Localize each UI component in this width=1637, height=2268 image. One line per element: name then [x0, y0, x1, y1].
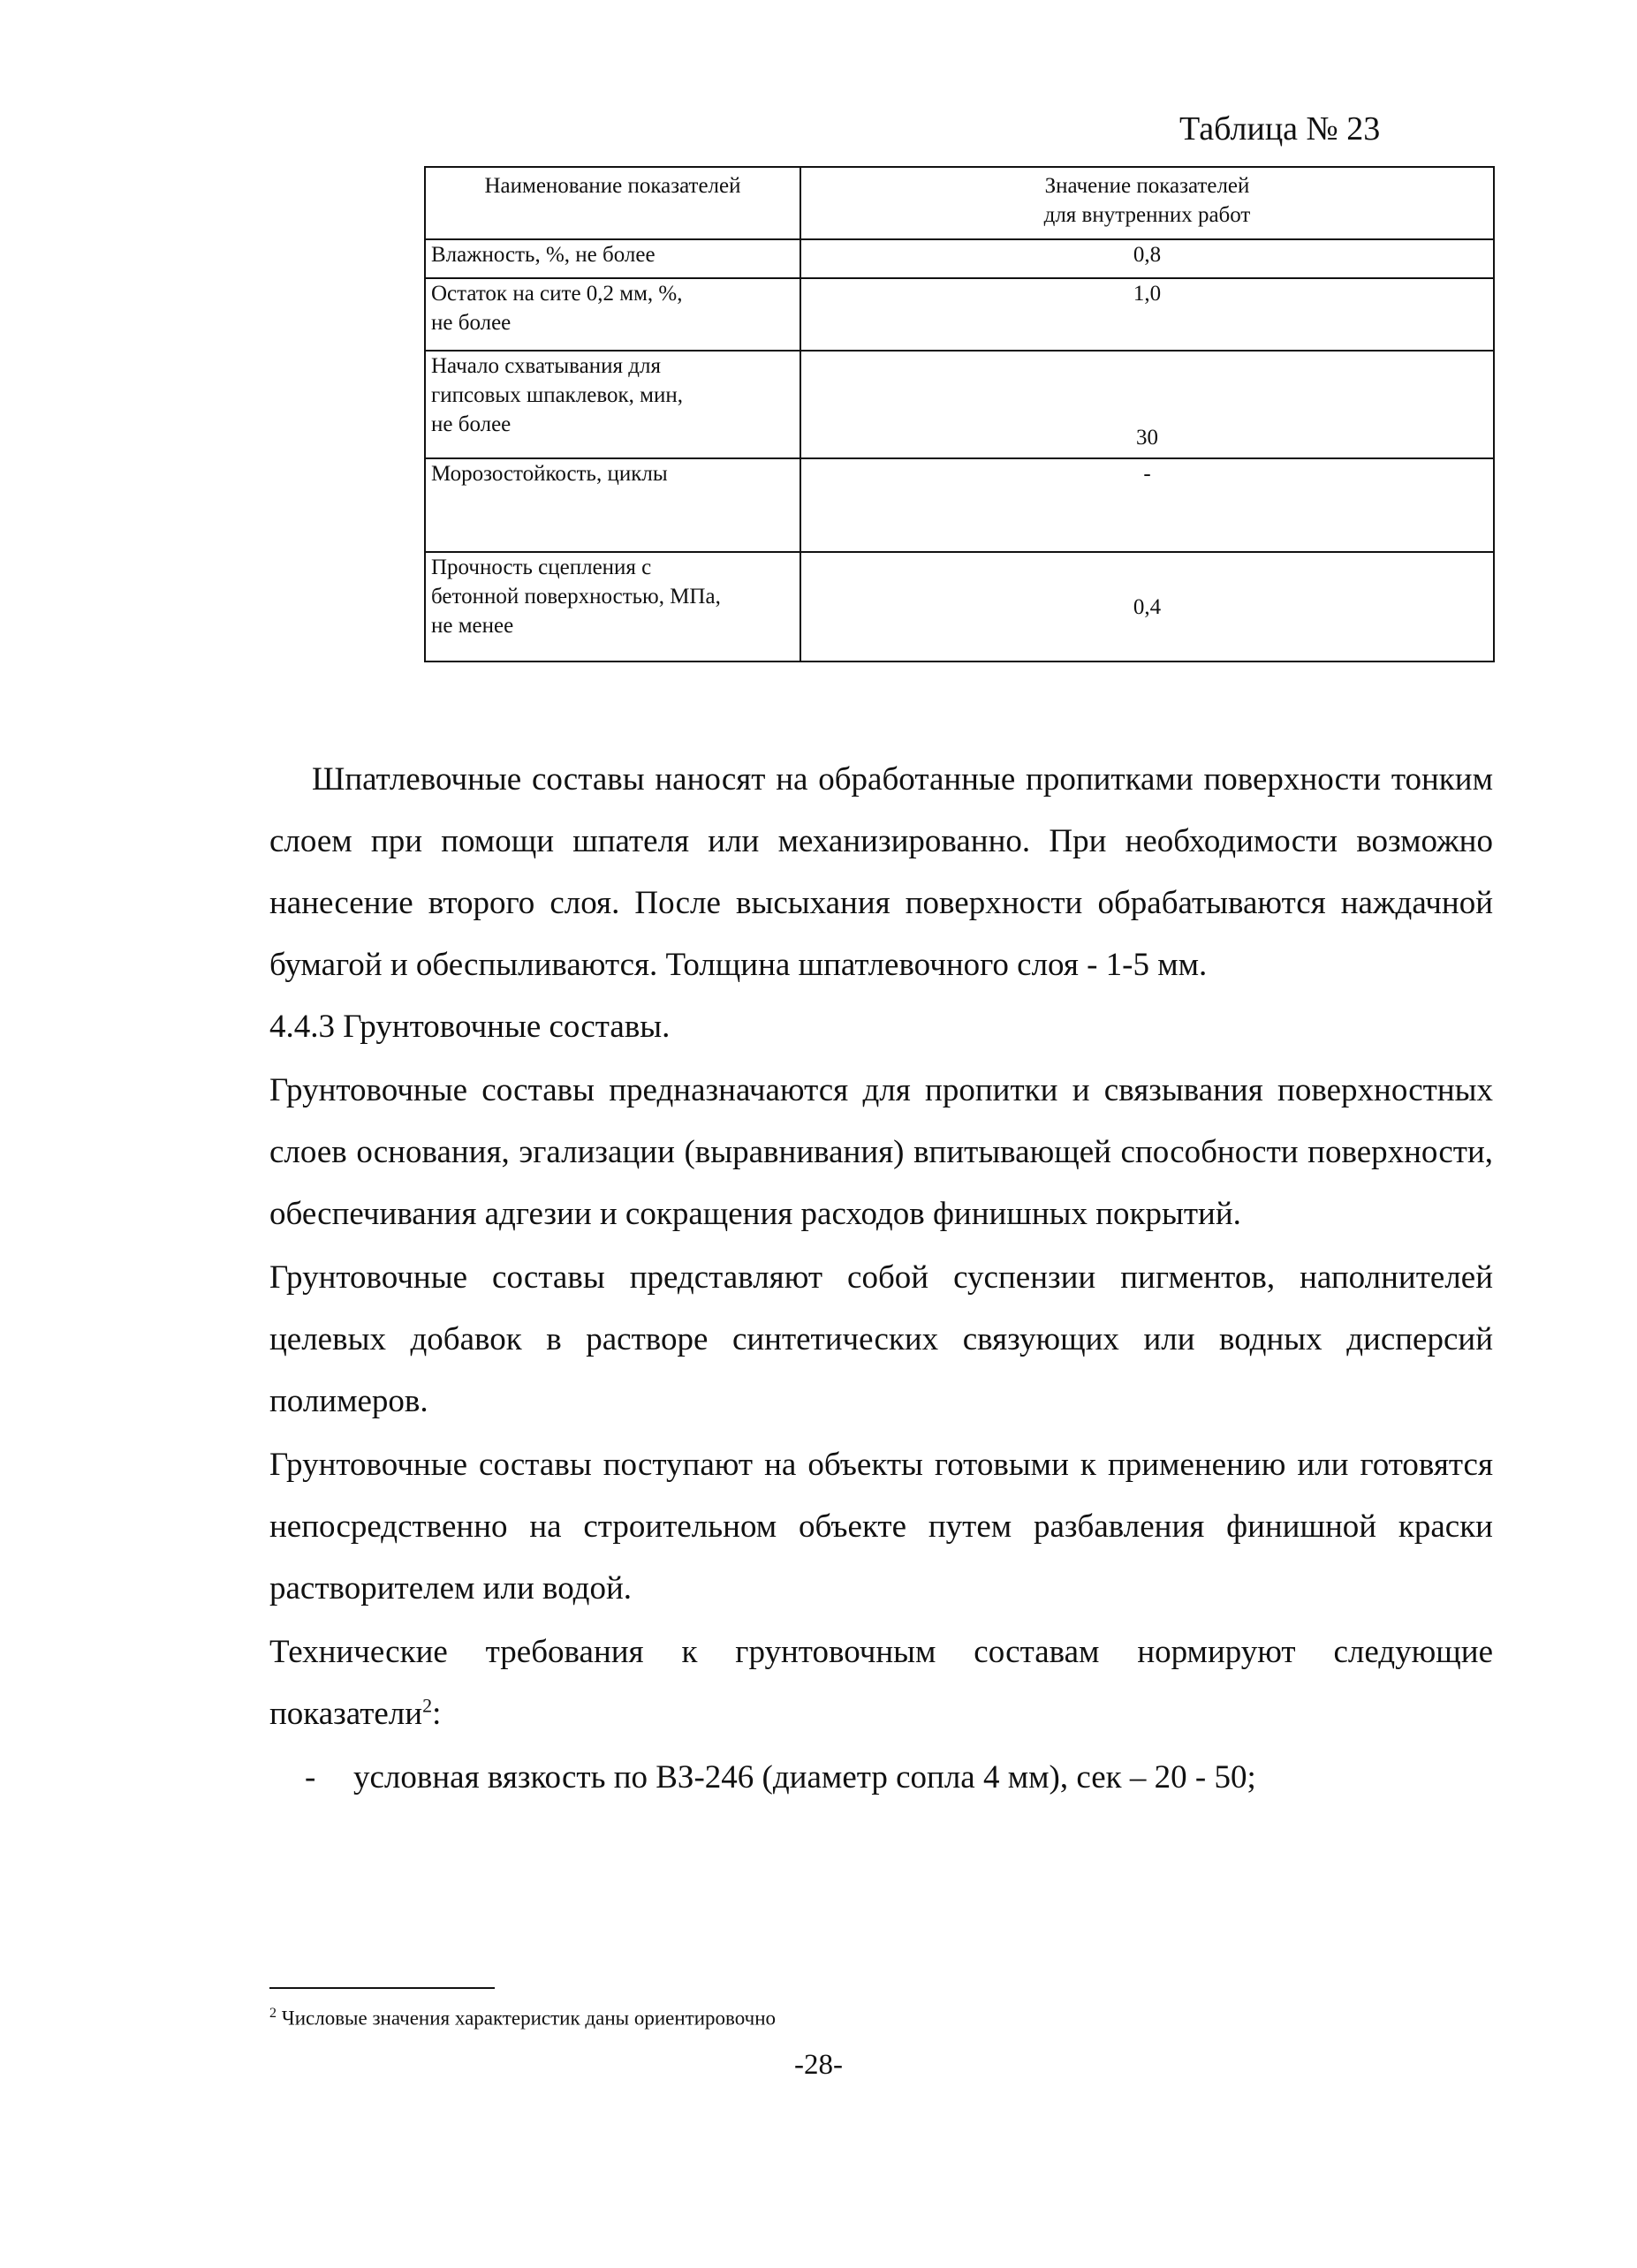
footnote-ref: 2 [422, 1694, 433, 1717]
list-item [269, 1747, 1493, 1809]
body-text [269, 749, 1493, 1809]
paragraph: Грунтовочные составы представляют собой суспензии пигментов, наполнителей целевых добавок в растворе синтетических связующих или водных дисперсий полимеров. [269, 1259, 1493, 1419]
footnote-text: Числовые значения характеристик даны ориентировочно [281, 2007, 777, 2030]
header-name-cell: Наименование показателей [425, 167, 800, 239]
table-row [425, 278, 1494, 351]
table-row [425, 458, 1494, 552]
table-header-row [425, 167, 1494, 239]
section-heading: 4.4.3 Грунтовочные составы. [269, 1009, 671, 1045]
header-value-cell [800, 167, 1494, 239]
table-caption: Таблица № 23 [1179, 110, 1381, 147]
header-value-line: для внутренних работ [1043, 203, 1251, 227]
table-row [425, 552, 1494, 662]
row-value-cell: 0,4 [800, 552, 1494, 662]
footnote [269, 2000, 776, 2032]
row-name-line: бетонной поверхностью, МПа, [431, 585, 721, 609]
row-name-line: Морозостойкость, циклы [431, 462, 668, 486]
list-item-text: условная вязкость по ВЗ-246 (диаметр сопла 4 мм), сек – 20 - 50; [353, 1759, 1256, 1796]
row-value-cell: 30 [800, 351, 1494, 458]
row-name-line: гипсовых шпаклевок, мин, [431, 383, 684, 407]
row-name-line: не более [431, 311, 512, 335]
row-name-line: Остаток на сите 0,2 мм, %, [431, 282, 683, 306]
footnote-number: 2 [269, 2006, 277, 2021]
row-name-cell [425, 351, 800, 458]
footnote-divider [269, 1987, 495, 1989]
row-value-cell: 0,8 [800, 239, 1494, 278]
row-name-line: не менее [431, 614, 514, 638]
paragraph: Грунтовочные составы предназначаются для пропитки и связывания поверхностных слоев основания, эгализации (выравнивания) впитывающей способности поверхности, обеспечивания адгезии и сокращения расходов финишных покрытий. [269, 1072, 1493, 1232]
paragraph: Шпатлевочные составы наносят на обработанные пропитками поверхности тонким слоем при помощи шпателя или механизированно. При необходимости возможно нанесение второго слоя. После высыхания поверхности обрабатываются наждачной бумагой и обеспыливаются. Толщина шпатлевочного слоя - 1-5 мм. [269, 761, 1493, 983]
row-value-cell: - [800, 458, 1494, 552]
row-name-cell [425, 278, 800, 351]
table-row [425, 351, 1494, 458]
header-value-line: Значение показателей [1044, 174, 1250, 198]
row-name-cell [425, 239, 800, 278]
row-name-line: Начало схватывания для [431, 354, 661, 378]
page-number: -28- [794, 2049, 843, 2081]
paragraph: Грунтовочные составы поступают на объекты готовыми к применению или готовятся непосредственно на строительном объекте путем разбавления финишной краски растворителем или водой. [269, 1447, 1493, 1606]
specs-table [424, 166, 1495, 662]
paragraph-text: Технические требования к грунтовочным составам нормируют следующие показатели [269, 1634, 1493, 1732]
row-name-line: Прочность сцепления с [431, 556, 652, 579]
bullet-dash: - [305, 1759, 316, 1796]
table-row [425, 239, 1494, 278]
paragraph-end: : [432, 1696, 442, 1732]
row-name-cell [425, 552, 800, 662]
row-name-line: Влажность, %, не более [431, 243, 656, 267]
paragraph [269, 1622, 1493, 1745]
row-name-line: не более [431, 412, 512, 436]
row-name-cell [425, 458, 800, 552]
row-value-cell: 1,0 [800, 278, 1494, 351]
